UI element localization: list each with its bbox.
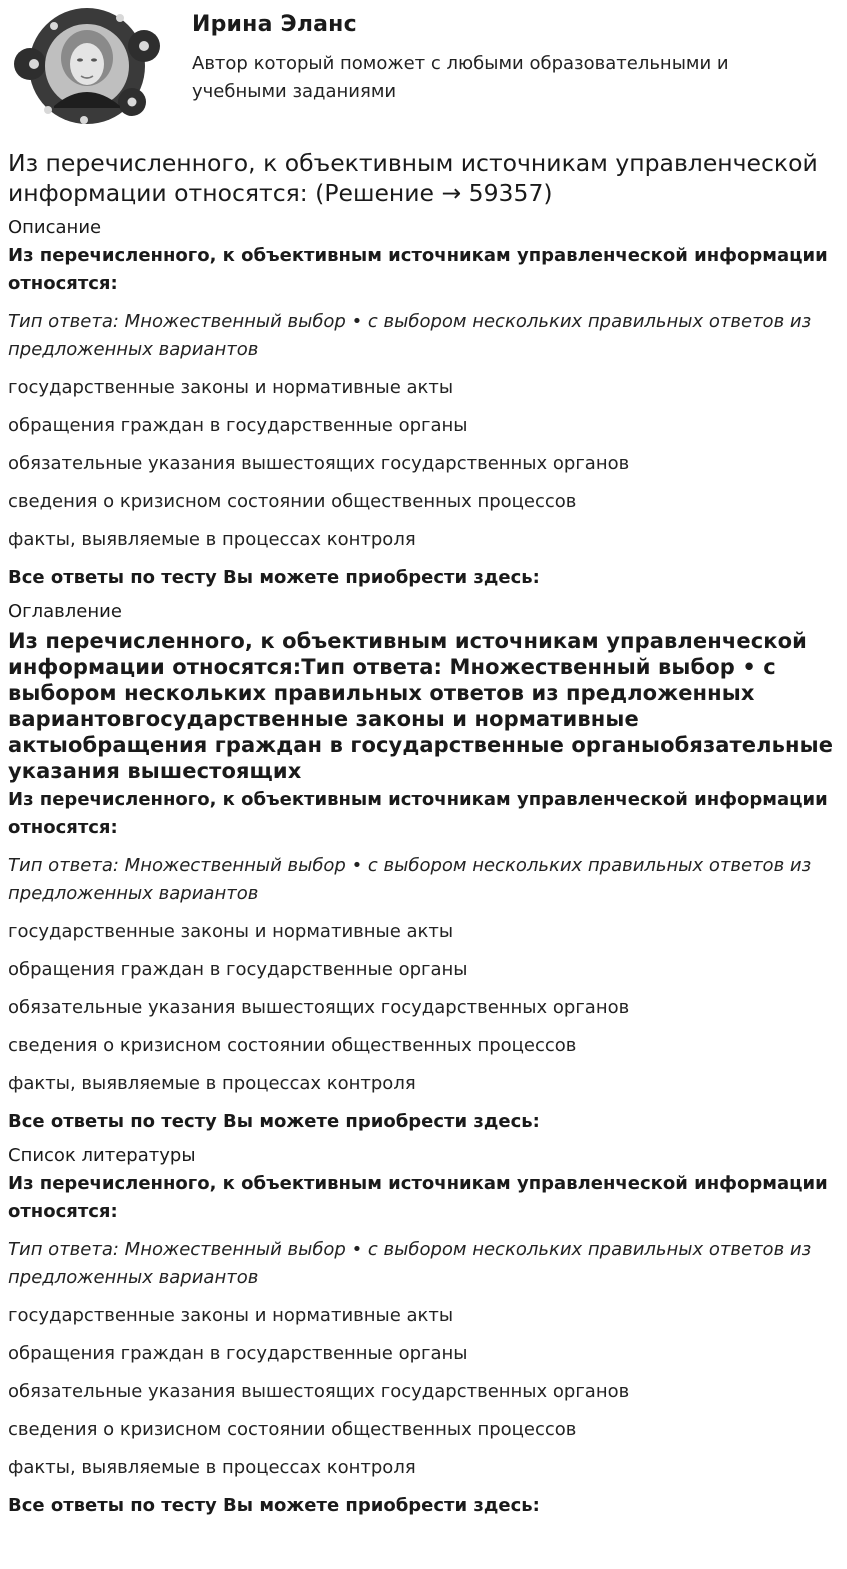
- toc-section: [8, 600, 839, 1136]
- answer-type: Тип ответа: Множественный выбор • с выбором нескольких правильных ответов из предложенных вариантов: [8, 311, 812, 360]
- section-label-literature: Список литературы: [8, 1145, 196, 1166]
- options-list: [8, 1302, 839, 1482]
- page-title: Из перечисленного, к объективным источникам управленческой информации относятся: (Решение → 59357): [8, 149, 818, 207]
- option-item: сведения о кризисном состоянии общественных процессов: [8, 1419, 577, 1440]
- section-label-description: Описание: [8, 217, 102, 238]
- author-avatar[interactable]: [14, 6, 160, 126]
- author-card: [8, 0, 839, 132]
- buy-answers-text: Все ответы по тесту Вы можете приобрести здесь:: [8, 1495, 540, 1516]
- author-description: Автор который поможет с любыми образовательными и учебными заданиями: [192, 53, 729, 102]
- answer-type: Тип ответа: Множественный выбор • с выбором нескольких правильных ответов из предложенных вариантов: [8, 1239, 812, 1288]
- literature-section: [8, 1144, 839, 1520]
- question-text: Из перечисленного, к объективным источникам управленческой информации относятся:: [8, 789, 828, 838]
- option-item: обязательные указания вышестоящих государственных органов: [8, 1381, 630, 1402]
- answer-type: Тип ответа: Множественный выбор • с выбором нескольких правильных ответов из предложенных вариантов: [8, 855, 812, 904]
- toc-heading: Из перечисленного, к объективным источникам управленческой информации относятся:Тип ответа: Множественный выбор • с выбором нескольких правильных ответов из предложенных вариантовгосударственные законы и нормативные актыобращения граждан в государственные органыобязательные указания вышестоящих: [8, 629, 834, 783]
- option-item: обязательные указания вышестоящих государственных органов: [8, 997, 630, 1018]
- description-section: [8, 216, 839, 592]
- option-item: государственные законы и нормативные акты: [8, 377, 454, 398]
- buy-answers-text: Все ответы по тесту Вы можете приобрести здесь:: [8, 567, 540, 588]
- question-text: Из перечисленного, к объективным источникам управленческой информации относятся:: [8, 245, 828, 294]
- section-label-toc: Оглавление: [8, 601, 122, 622]
- option-item: государственные законы и нормативные акты: [8, 1305, 454, 1326]
- option-item: обращения граждан в государственные органы: [8, 959, 468, 980]
- option-item: факты, выявляемые в процессах контроля: [8, 1457, 416, 1478]
- option-item: сведения о кризисном состоянии общественных процессов: [8, 491, 577, 512]
- options-list: [8, 918, 839, 1098]
- option-item: обязательные указания вышестоящих государственных органов: [8, 453, 630, 474]
- option-item: факты, выявляемые в процессах контроля: [8, 1073, 416, 1094]
- option-item: обращения граждан в государственные органы: [8, 415, 468, 436]
- author-name[interactable]: Ирина Эланс: [192, 12, 357, 37]
- option-item: государственные законы и нормативные акты: [8, 921, 454, 942]
- option-item: факты, выявляемые в процессах контроля: [8, 529, 416, 550]
- buy-answers-text: Все ответы по тесту Вы можете приобрести здесь:: [8, 1111, 540, 1132]
- question-text: Из перечисленного, к объективным источникам управленческой информации относятся:: [8, 1173, 828, 1222]
- option-item: сведения о кризисном состоянии общественных процессов: [8, 1035, 577, 1056]
- option-item: обращения граждан в государственные органы: [8, 1343, 468, 1364]
- options-list: [8, 374, 839, 554]
